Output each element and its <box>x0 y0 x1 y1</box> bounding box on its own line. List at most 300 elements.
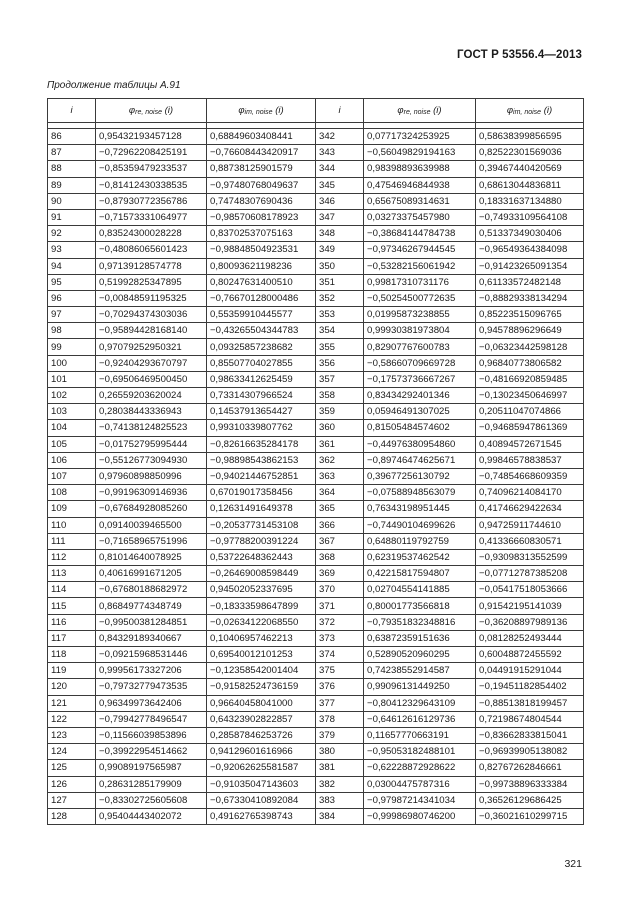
value-cell: 0,52890520960295 <box>364 647 476 663</box>
value-cell: −0,44976380954860 <box>364 436 476 452</box>
index-cell: 348 <box>316 226 364 242</box>
value-cell: 0,96349973642406 <box>96 695 207 711</box>
value-cell: −0,97346267944545 <box>364 242 476 258</box>
index-cell: 382 <box>316 776 364 792</box>
value-cell: 0,11657770663191 <box>364 727 476 743</box>
value-cell: −0,88513818199457 <box>476 695 584 711</box>
value-cell: 0,81014640078925 <box>96 549 207 565</box>
index-cell: 101 <box>48 371 96 387</box>
table-header-row <box>48 99 584 123</box>
value-cell: 0,41746629422634 <box>476 501 584 517</box>
value-cell: 0,20511047074866 <box>476 404 584 420</box>
value-cell: 0,97960898850996 <box>96 468 207 484</box>
value-cell: 0,80001773566818 <box>364 598 476 614</box>
table-row <box>48 647 584 663</box>
index-cell: 346 <box>316 193 364 209</box>
column-header-symbol: φ <box>238 105 245 116</box>
index-cell: 374 <box>316 647 364 663</box>
table-row <box>48 258 584 274</box>
table-row <box>48 290 584 306</box>
column-header <box>364 99 476 123</box>
value-cell: −0,76670128000486 <box>207 290 316 306</box>
value-cell: −0,13023450646997 <box>476 388 584 404</box>
value-cell: 0,09325857238682 <box>207 339 316 355</box>
value-cell: 0,95404443402072 <box>96 808 207 824</box>
value-cell: −0,89746474625671 <box>364 452 476 468</box>
value-cell: −0,11566039853896 <box>96 727 207 743</box>
index-cell: 365 <box>316 501 364 517</box>
table-row <box>48 145 584 161</box>
value-cell: −0,93098313552599 <box>476 549 584 565</box>
value-cell: 0,68849603408441 <box>207 129 316 145</box>
table-row <box>48 776 584 792</box>
value-cell: 0,98398893639988 <box>364 161 476 177</box>
column-header <box>207 99 316 123</box>
table-row <box>48 355 584 371</box>
table-row <box>48 630 584 646</box>
value-cell: −0,50254500772635 <box>364 290 476 306</box>
value-cell: 0,97139128574778 <box>96 258 207 274</box>
value-cell: −0,96549364384098 <box>476 242 584 258</box>
value-cell: 0,51992825347895 <box>96 274 207 290</box>
value-cell: 0,96640458041000 <box>207 695 316 711</box>
index-cell: 122 <box>48 711 96 727</box>
value-cell: 0,40616991671205 <box>96 566 207 582</box>
value-cell: −0,94685947861369 <box>476 420 584 436</box>
value-cell: −0,07588948563079 <box>364 485 476 501</box>
table-row <box>48 566 584 582</box>
value-cell: 0,74748307690436 <box>207 193 316 209</box>
value-cell: 0,49162765398743 <box>207 808 316 824</box>
value-cell: 0,42215817594807 <box>364 566 476 582</box>
value-cell: 0,76343198951445 <box>364 501 476 517</box>
value-cell: −0,99738896333384 <box>476 776 584 792</box>
value-cell: 0,99310339807762 <box>207 420 316 436</box>
value-cell: −0,48086065601423 <box>96 242 207 258</box>
table-row <box>48 436 584 452</box>
table-row <box>48 695 584 711</box>
index-cell: 88 <box>48 161 96 177</box>
value-cell: 0,72198674804544 <box>476 711 584 727</box>
value-cell: 0,62319537462542 <box>364 549 476 565</box>
index-cell: 368 <box>316 549 364 565</box>
index-cell: 100 <box>48 355 96 371</box>
value-cell: 0,39467440420569 <box>476 161 584 177</box>
index-cell: 126 <box>48 776 96 792</box>
table-row <box>48 177 584 193</box>
value-cell: 0,63872359151636 <box>364 630 476 646</box>
value-cell: 0,04491915291044 <box>476 663 584 679</box>
value-cell: 0,98633412625459 <box>207 371 316 387</box>
value-cell: −0,72962208425191 <box>96 145 207 161</box>
index-cell: 105 <box>48 436 96 452</box>
index-cell: 127 <box>48 792 96 808</box>
index-cell: 118 <box>48 647 96 663</box>
value-cell: 0,60048872455592 <box>476 647 584 663</box>
value-cell: 0,69540012101253 <box>207 647 316 663</box>
index-cell: 375 <box>316 663 364 679</box>
value-cell: 0,83702537075163 <box>207 226 316 242</box>
value-cell: 0,94725911744610 <box>476 517 584 533</box>
index-cell: 114 <box>48 582 96 598</box>
value-cell: 0,14537913654427 <box>207 404 316 420</box>
value-cell: 0,64323902822857 <box>207 711 316 727</box>
value-cell: 0,01995873238855 <box>364 307 476 323</box>
index-cell: 379 <box>316 727 364 743</box>
value-cell: −0,20537731453108 <box>207 517 316 533</box>
index-cell: 362 <box>316 452 364 468</box>
column-header <box>48 99 96 123</box>
value-cell: 0,05946491307025 <box>364 404 476 420</box>
value-cell: −0,83662833815041 <box>476 727 584 743</box>
table-row <box>48 452 584 468</box>
value-cell: 0,96840773806582 <box>476 355 584 371</box>
index-cell: 87 <box>48 145 96 161</box>
value-cell: −0,94021446752851 <box>207 468 316 484</box>
index-cell: 372 <box>316 614 364 630</box>
value-cell: −0,71573331064977 <box>96 209 207 225</box>
value-cell: −0,56049829194163 <box>364 145 476 161</box>
index-cell: 106 <box>48 452 96 468</box>
value-cell: −0,71658965751996 <box>96 533 207 549</box>
value-cell: 0,83524300028228 <box>96 226 207 242</box>
index-cell: 89 <box>48 177 96 193</box>
table-row <box>48 307 584 323</box>
value-cell: 0,18331637134880 <box>476 193 584 209</box>
table-row <box>48 404 584 420</box>
table-row <box>48 533 584 549</box>
value-cell: −0,98570608178923 <box>207 209 316 225</box>
index-cell: 120 <box>48 679 96 695</box>
value-cell: −0,95894428168140 <box>96 323 207 339</box>
table-row <box>48 274 584 290</box>
table-row <box>48 468 584 484</box>
index-cell: 363 <box>316 468 364 484</box>
value-cell: 0,83434292401346 <box>364 388 476 404</box>
index-cell: 369 <box>316 566 364 582</box>
value-cell: −0,83302725605608 <box>96 792 207 808</box>
index-cell: 361 <box>316 436 364 452</box>
index-cell: 356 <box>316 355 364 371</box>
index-cell: 104 <box>48 420 96 436</box>
table-row <box>48 485 584 501</box>
value-cell: −0,91035047143603 <box>207 776 316 792</box>
value-cell: 0,55359910445577 <box>207 307 316 323</box>
table-row <box>48 388 584 404</box>
value-cell: −0,55126773094930 <box>96 452 207 468</box>
value-cell: −0,82616635284178 <box>207 436 316 452</box>
table-row <box>48 679 584 695</box>
value-cell: −0,26469008598449 <box>207 566 316 582</box>
column-header <box>476 99 584 123</box>
value-cell: 0,03273375457980 <box>364 209 476 225</box>
index-cell: 91 <box>48 209 96 225</box>
index-cell: 117 <box>48 630 96 646</box>
table-row <box>48 193 584 209</box>
value-cell: −0,06323442598128 <box>476 339 584 355</box>
index-cell: 351 <box>316 274 364 290</box>
value-cell: 0,10406957462213 <box>207 630 316 646</box>
index-cell: 99 <box>48 339 96 355</box>
value-cell: −0,80412329643109 <box>364 695 476 711</box>
table-row <box>48 663 584 679</box>
index-cell: 376 <box>316 679 364 695</box>
index-cell: 95 <box>48 274 96 290</box>
index-cell: 111 <box>48 533 96 549</box>
index-cell: 370 <box>316 582 364 598</box>
table-row <box>48 371 584 387</box>
value-cell: −0,74138124825523 <box>96 420 207 436</box>
index-cell: 108 <box>48 485 96 501</box>
value-cell: 0,41336660830571 <box>476 533 584 549</box>
value-cell: −0,19451182854402 <box>476 679 584 695</box>
index-cell: 344 <box>316 161 364 177</box>
value-cell: 0,53722648362443 <box>207 549 316 565</box>
index-cell: 354 <box>316 323 364 339</box>
value-cell: −0,53282156061942 <box>364 258 476 274</box>
value-cell: 0,47546946844938 <box>364 177 476 193</box>
index-cell: 98 <box>48 323 96 339</box>
column-header-subscript: re, noise <box>135 109 162 116</box>
value-cell: −0,01752795995444 <box>96 436 207 452</box>
value-cell: 0,84329189340667 <box>96 630 207 646</box>
value-cell: 0,61133572482148 <box>476 274 584 290</box>
column-header-subscript: im, noise <box>244 109 273 116</box>
index-cell: 113 <box>48 566 96 582</box>
index-cell: 378 <box>316 711 364 727</box>
index-cell: 125 <box>48 760 96 776</box>
index-cell: 107 <box>48 468 96 484</box>
value-cell: −0,38684144784738 <box>364 226 476 242</box>
value-cell: 0,99930381973804 <box>364 323 476 339</box>
value-cell: −0,97480768049637 <box>207 177 316 193</box>
document-code: ГОСТ Р 53556.4—2013 <box>457 49 582 61</box>
value-cell: 0,95432193457128 <box>96 129 207 145</box>
index-cell: 90 <box>48 193 96 209</box>
value-cell: 0,40894572671545 <box>476 436 584 452</box>
table-caption: Продолжение таблицы А.91 <box>47 80 181 91</box>
column-header-symbol: φ <box>506 105 514 116</box>
value-cell: −0,99500381284851 <box>96 614 207 630</box>
table-body <box>48 123 584 825</box>
table-row <box>48 129 584 145</box>
index-cell: 96 <box>48 290 96 306</box>
column-header-argument: (i) <box>430 105 442 116</box>
index-cell: 102 <box>48 388 96 404</box>
value-cell: −0,39922954514662 <box>96 744 207 760</box>
index-cell: 121 <box>48 695 96 711</box>
index-cell: 92 <box>48 226 96 242</box>
value-cell: 0,65675089314631 <box>364 193 476 209</box>
value-cell: 0,80093621198236 <box>207 258 316 274</box>
value-cell: −0,69506469500450 <box>96 371 207 387</box>
value-cell: 0,36526129686425 <box>476 792 584 808</box>
value-cell: 0,99817310731176 <box>364 274 476 290</box>
value-cell: 0,07717324253925 <box>364 129 476 145</box>
value-cell: 0,80247631400510 <box>207 274 316 290</box>
column-header-argument: (i) <box>541 105 553 116</box>
value-cell: −0,99196309146936 <box>96 485 207 501</box>
index-cell: 367 <box>316 533 364 549</box>
value-cell: 0,28631285179909 <box>96 776 207 792</box>
value-cell: −0,95053182488101 <box>364 744 476 760</box>
index-cell: 355 <box>316 339 364 355</box>
table-row <box>48 727 584 743</box>
value-cell: −0,36021610299715 <box>476 808 584 824</box>
value-cell: 0,85223515096765 <box>476 307 584 323</box>
index-cell: 109 <box>48 501 96 517</box>
index-cell: 128 <box>48 808 96 824</box>
table-row <box>48 226 584 242</box>
value-cell: −0,85359479233537 <box>96 161 207 177</box>
index-cell: 380 <box>316 744 364 760</box>
value-cell: −0,67330410892084 <box>207 792 316 808</box>
index-cell: 360 <box>316 420 364 436</box>
value-cell: 0,97079252950321 <box>96 339 207 355</box>
index-cell: 115 <box>48 598 96 614</box>
value-cell: 0,94578896296649 <box>476 323 584 339</box>
value-cell: 0,88738125901579 <box>207 161 316 177</box>
value-cell: −0,05417518053666 <box>476 582 584 598</box>
value-cell: −0,98898543862153 <box>207 452 316 468</box>
value-cell: −0,88829338134294 <box>476 290 584 306</box>
table-row <box>48 808 584 824</box>
value-cell: 0,74238552914587 <box>364 663 476 679</box>
value-cell: 0,58638399856595 <box>476 129 584 145</box>
index-cell: 357 <box>316 371 364 387</box>
value-cell: −0,67684928085260 <box>96 501 207 517</box>
value-cell: −0,67680188682972 <box>96 582 207 598</box>
value-cell: −0,00848591195325 <box>96 290 207 306</box>
value-cell: −0,98848504923531 <box>207 242 316 258</box>
index-cell: 97 <box>48 307 96 323</box>
value-cell: 0,99846578838537 <box>476 452 584 468</box>
table-row <box>48 323 584 339</box>
index-cell: 384 <box>316 808 364 824</box>
value-cell: 0,81505484574602 <box>364 420 476 436</box>
index-cell: 116 <box>48 614 96 630</box>
value-cell: 0,26559203620024 <box>96 388 207 404</box>
index-cell: 110 <box>48 517 96 533</box>
column-header-argument: (i) <box>272 105 284 116</box>
table-row <box>48 549 584 565</box>
value-cell: 0,64880119792759 <box>364 533 476 549</box>
value-cell: −0,79732779473535 <box>96 679 207 695</box>
value-cell: −0,96939905138082 <box>476 744 584 760</box>
value-cell: 0,67019017358456 <box>207 485 316 501</box>
index-cell: 371 <box>316 598 364 614</box>
column-header-symbol: i <box>338 105 341 116</box>
index-cell: 347 <box>316 209 364 225</box>
value-cell: 0,82522301569036 <box>476 145 584 161</box>
index-cell: 94 <box>48 258 96 274</box>
value-cell: −0,79351832348816 <box>364 614 476 630</box>
value-cell: −0,36208897989136 <box>476 614 584 630</box>
table-row <box>48 501 584 517</box>
value-cell: −0,62228872928622 <box>364 760 476 776</box>
value-cell: −0,70294374303036 <box>96 307 207 323</box>
table-row <box>48 582 584 598</box>
table-row <box>48 598 584 614</box>
value-cell: −0,74933109564108 <box>476 209 584 225</box>
index-cell: 383 <box>316 792 364 808</box>
page-number: 321 <box>564 858 582 870</box>
value-cell: −0,91582524736159 <box>207 679 316 695</box>
value-cell: 0,09140039465500 <box>96 517 207 533</box>
value-cell: 0,73314307966524 <box>207 388 316 404</box>
index-cell: 373 <box>316 630 364 646</box>
index-cell: 119 <box>48 663 96 679</box>
column-header-symbol: i <box>70 105 73 116</box>
value-cell: 0,85507704027855 <box>207 355 316 371</box>
value-cell: −0,92404293670797 <box>96 355 207 371</box>
value-cell: 0,99089197565987 <box>96 760 207 776</box>
index-cell: 86 <box>48 129 96 145</box>
table-row <box>48 744 584 760</box>
value-cell: −0,07712787385208 <box>476 566 584 582</box>
table-row <box>48 614 584 630</box>
value-cell: −0,79942778496547 <box>96 711 207 727</box>
table-row <box>48 760 584 776</box>
value-cell: −0,97987214341034 <box>364 792 476 808</box>
value-cell: 0,82907767600783 <box>364 339 476 355</box>
table-row <box>48 209 584 225</box>
value-cell: 0,99096131449250 <box>364 679 476 695</box>
value-cell: −0,58660709669728 <box>364 355 476 371</box>
column-header-subscript: im, noise <box>513 109 542 116</box>
index-cell: 364 <box>316 485 364 501</box>
value-cell: −0,76608443420917 <box>207 145 316 161</box>
value-cell: −0,74854668609359 <box>476 468 584 484</box>
column-header-symbol: φ <box>397 105 404 116</box>
index-cell: 343 <box>316 145 364 161</box>
column-header <box>316 99 364 123</box>
value-cell: 0,28038443336943 <box>96 404 207 420</box>
value-cell: −0,48166920859485 <box>476 371 584 387</box>
value-cell: 0,68613044836811 <box>476 177 584 193</box>
table-row <box>48 242 584 258</box>
index-cell: 366 <box>316 517 364 533</box>
data-table <box>47 98 584 825</box>
table-row <box>48 711 584 727</box>
value-cell: 0,28587846253726 <box>207 727 316 743</box>
column-header-subscript: re, noise <box>403 109 431 116</box>
index-cell: 353 <box>316 307 364 323</box>
value-cell: −0,97788200391224 <box>207 533 316 549</box>
table-row <box>48 420 584 436</box>
index-cell: 342 <box>316 129 364 145</box>
index-cell: 103 <box>48 404 96 420</box>
value-cell: 0,94502052337695 <box>207 582 316 598</box>
value-cell: −0,09215968531446 <box>96 647 207 663</box>
index-cell: 112 <box>48 549 96 565</box>
index-cell: 345 <box>316 177 364 193</box>
value-cell: −0,02634122068550 <box>207 614 316 630</box>
value-cell: 0,08128252493444 <box>476 630 584 646</box>
index-cell: 377 <box>316 695 364 711</box>
value-cell: −0,18333598647899 <box>207 598 316 614</box>
value-cell: 0,51337349030406 <box>476 226 584 242</box>
index-cell: 358 <box>316 388 364 404</box>
value-cell: −0,91423265091354 <box>476 258 584 274</box>
value-cell: 0,03004475787316 <box>364 776 476 792</box>
table-row <box>48 161 584 177</box>
table-row <box>48 792 584 808</box>
value-cell: 0,94129601616966 <box>207 744 316 760</box>
value-cell: −0,92062625581587 <box>207 760 316 776</box>
index-cell: 359 <box>316 404 364 420</box>
index-cell: 352 <box>316 290 364 306</box>
